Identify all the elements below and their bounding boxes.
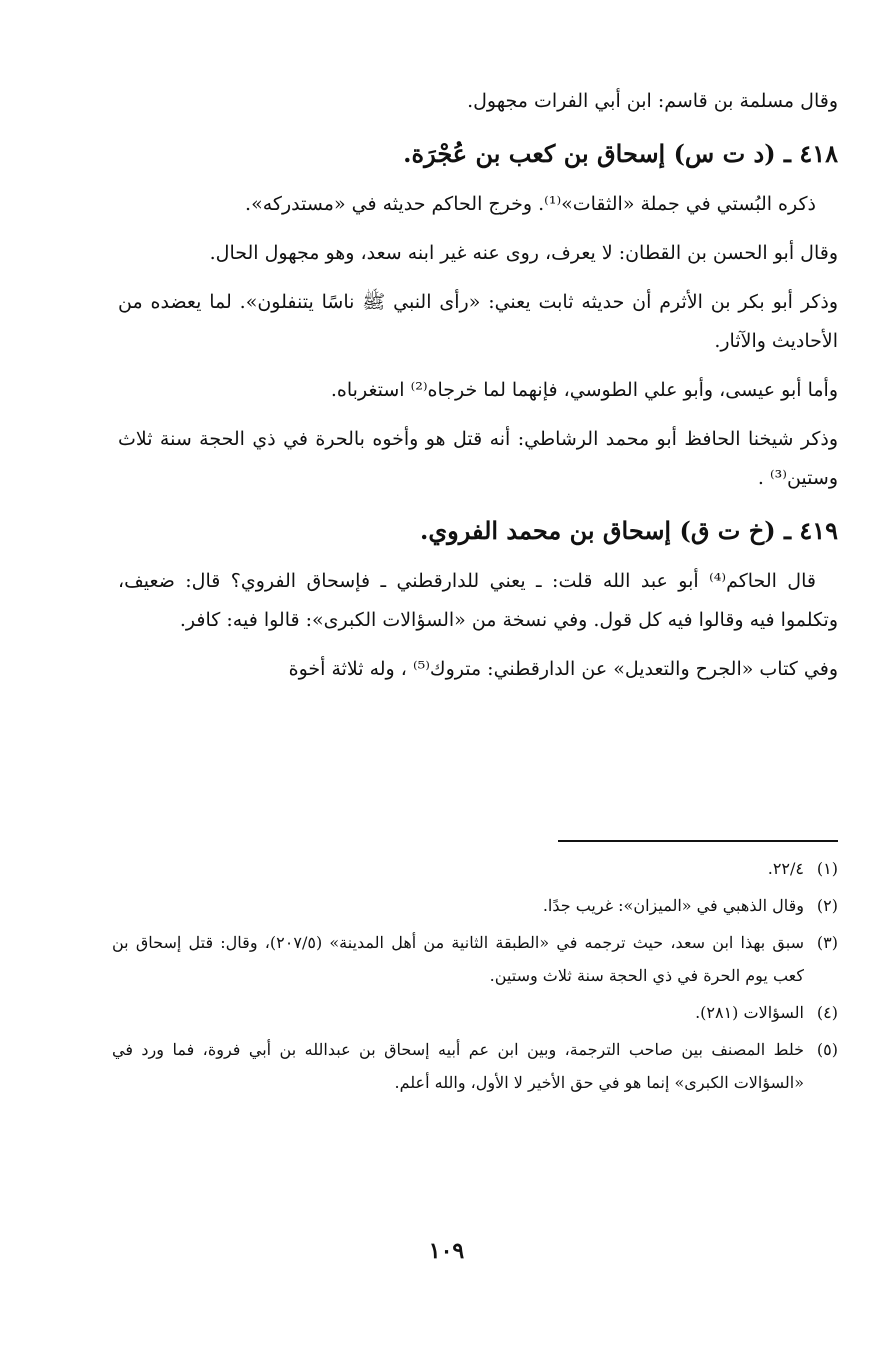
footnote-text: وقال الذهبي في «الميزان»: غريب جدًا. [542,896,804,915]
footnote-number: (١) [816,859,838,878]
page-number: ١٠٩ [428,1238,465,1264]
paragraph-3: وقال أبو الحسن بن القطان: لا يعرف، روى عنه غير ابنه سعد، وهو مجهول الحال. [209,242,838,264]
paragraph-7: قال الحاكم⁽⁴⁾ أبو عبد الله قلت: ـ يعني للدارقطني ـ فإسحاق الفروي؟ قال: ضعيف، وتكلموا فيه وقالوا فيه كل قول. وفي نسخة من «السؤالات الكبرى»: قالوا فيه: كافر. [118,570,838,631]
entry-heading-419: ٤١٩ ـ (خ ت ق) إسحاق بن محمد الفروي. [419,516,838,545]
footnote [112,926,838,992]
footnote-text: سبق بهذا ابن سعد، حيث ترجمه في «الطبقة الثانية من أهل المدينة» (٢٠٧/٥)، وقال: قتل إسحاق بن كعب يوم الحرة في ذي الحجة سنة ثلاث وستين. [112,933,804,985]
footnote [112,889,838,922]
paragraph-6: وذكر شيخنا الحافظ أبو محمد الرشاطي: أنه قتل هو وأخوه بالحرة في ذي الحجة سنة ثلاث وستين⁽³⁾ . [118,428,838,489]
footnote-number: (٢) [816,896,838,915]
paragraph-1: وقال مسلمة بن قاسم: ابن أبي الفرات مجهول. [467,90,838,112]
main-text [118,82,838,699]
paragraph-5: وأما أبو عيسى، وأبو علي الطوسي، فإنهما لما خرجاه⁽²⁾ استغرباه. [330,379,838,401]
paragraph-4: وذكر أبو بكر بن الأثرم أن حديثه ثابت يعني: «رأى النبي ﷺ ناسًا يتنفلون». لما يعضده من الأحاديث والآثار. [118,291,838,352]
footnote [112,996,838,1029]
paragraph-8: وفي كتاب «الجرح والتعديل» عن الدارقطني: متروك⁽⁵⁾ ، وله ثلاثة أخوة [288,658,838,680]
footnote-text: خلط المصنف بين صاحب الترجمة، وبين ابن عم أبيه إسحاق بن عبدالله بن أبي فروة، فما ورد في «السؤالات الكبرى» إنما هو في حق الأخير لا الأول، والله أعلم. [112,1040,804,1092]
footnote-number: (٣) [816,933,838,952]
footnote-text: السؤالات (٢٨١). [695,1003,804,1022]
footnotes [112,852,838,1103]
entry-heading-418: ٤١٨ ـ (د ت س) إسحاق بن كعب بن عُجْرَة. [403,139,838,168]
footnote-text: ٢٢/٤. [767,859,804,878]
footnote-separator [558,840,838,842]
footnote [112,852,838,885]
footnote-number: (٥) [816,1040,838,1059]
footnote [112,1033,838,1099]
footnote-number: (٤) [816,1003,838,1022]
paragraph-2: ذكره البُستي في جملة «الثقات»⁽¹⁾. وخرج الحاكم حديثه في «مستدركه». [245,193,816,215]
